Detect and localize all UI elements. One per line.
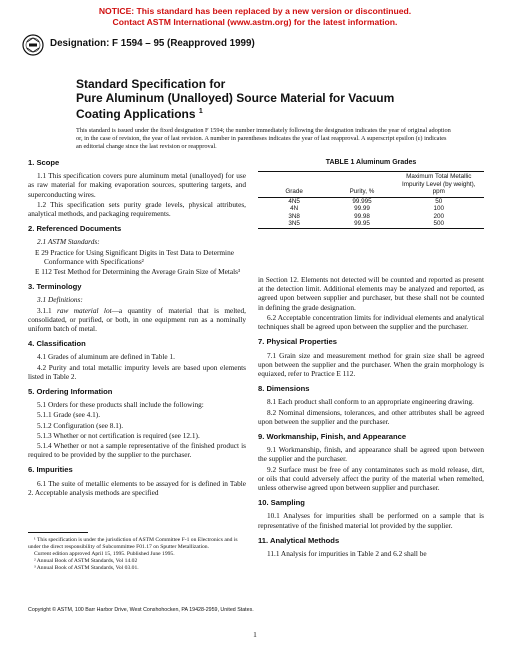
def-term: raw material lot bbox=[57, 305, 112, 315]
table-cell: 200 bbox=[433, 212, 445, 220]
para-6-1-continued: in Section 12. Elements not detected will be counted and reported as present at the detection limit. Additional elements may be analyzed and reported, as agreed upon between supplier and purchaser, but these shall not be counted in defining the grade designation. bbox=[258, 275, 484, 312]
table-cell: 99.95 bbox=[354, 220, 370, 228]
para-11-1: 11.1 Analysis for impurities in Table 2 and 6.2 shall be bbox=[267, 548, 427, 558]
para-5-1-2: 5.1.2 Configuration (see 8.1). bbox=[37, 420, 124, 430]
table-cell: 4N5 bbox=[288, 197, 300, 205]
section-ordering-title: 5. Ordering Information bbox=[28, 387, 113, 397]
table-cell: 100 bbox=[433, 205, 445, 213]
table-row bbox=[258, 205, 484, 213]
section-terminology-title: 3. Terminology bbox=[28, 282, 82, 292]
section-impurities-title: 6. Impurities bbox=[28, 465, 73, 475]
para-5-1-3: 5.1.3 Whether or not certification is required (see 12.1). bbox=[37, 430, 200, 440]
table-cell: 4N bbox=[290, 205, 299, 213]
intro-paragraph: This standard is issued under the fixed designation F 1594; the number immediately following the designation indicates the year of original adoption or, in the case of revision, the year of last revision. A number in parentheses indicates the year of last reapproval. A superscript epsilon (ε) indicates an editorial change since the last revision or reapproval. bbox=[76, 127, 451, 151]
para-3-1-1 bbox=[28, 306, 246, 334]
para-5-1: 5.1 Orders for these products shall include the following: bbox=[37, 400, 204, 410]
table-row bbox=[258, 220, 484, 228]
notice-line-2: Contact ASTM International (www.astm.org) for the latest information. bbox=[112, 17, 398, 27]
section-physical-title: 7. Physical Properties bbox=[258, 337, 337, 347]
ref-e29: E 29 Practice for Using Significant Digits in Test Data to Determine Conformance with Specifications² bbox=[35, 247, 234, 266]
table-cell: 3N5 bbox=[288, 220, 300, 228]
table-cell: 99.995 bbox=[352, 197, 372, 205]
section-dimensions-title: 8. Dimensions bbox=[258, 384, 310, 394]
table-cell: 99.99 bbox=[354, 205, 370, 213]
section-references-title: 2. Referenced Documents bbox=[28, 224, 122, 234]
footnote-1: ¹ This specification is under the jurisdiction of ASTM Committee F-1 on Electronics and is under the direct responsibility of Subcommittee F01.17 on Sputter Metallization. bbox=[28, 537, 238, 550]
table-header: Maximum Total Metallic Impurity Level (by weight), ppm bbox=[402, 173, 476, 196]
para-4-2: 4.2 Purity and total metallic impurity levels are based upon elements listed in Table 2. bbox=[28, 362, 246, 381]
para-9-1: 9.1 Workmanship, finish, and appearance shall be agreed upon between the supplier and the purchaser. bbox=[258, 445, 484, 464]
footnote-3: ³ Annual Book of ASTM Standards, Vol 03.01. bbox=[34, 565, 139, 571]
footnote-1b: Current edition approved April 15, 1995. Published June 1995. bbox=[34, 551, 175, 557]
table-row bbox=[258, 197, 484, 205]
table-cell: 99.98 bbox=[354, 212, 370, 220]
para-9-2: 9.2 Surface must be free of any contaminates such as mold release, dirt, or oils that could adversely affect the purity of the material when remelted, unless otherwise agreed upon between supplier and purchaser. bbox=[258, 464, 484, 492]
table-1-title: TABLE 1 Aluminum Grades bbox=[325, 159, 417, 166]
notice-line-1: NOTICE: This standard has been replaced by a new version or discontinued. bbox=[98, 6, 412, 16]
left-column bbox=[28, 158, 246, 498]
section-scope-title: 1. Scope bbox=[28, 158, 60, 167]
para-1-1: 1.1 This specification covers pure aluminum metal (unalloyed) for use as raw material for making evaporation sources, sputtering targets, and superconducting wires. bbox=[28, 171, 246, 199]
page-number: 1 bbox=[253, 630, 257, 639]
para-6-1: 6.1 The suite of metallic elements to be assayed for is defined in Table 2. Acceptable analysis methods are specified bbox=[28, 478, 246, 497]
section-analytical-title: 11. Analytical Methods bbox=[258, 535, 340, 545]
table-cell: 3N8 bbox=[288, 212, 300, 220]
ref-e112: E 112 Test Method for Determining the Average Grain Size of Metals³ bbox=[35, 267, 241, 277]
def-number: 3.1.1 bbox=[37, 305, 52, 315]
notice-banner bbox=[0, 6, 510, 28]
title-line-3 bbox=[76, 105, 456, 121]
footnote-2: ² Annual Book of ASTM Standards, Vol 14.02 bbox=[34, 558, 138, 564]
right-column bbox=[258, 158, 484, 559]
para-2-1: 2.1 ASTM Standards: bbox=[37, 237, 100, 247]
footnote-rule bbox=[28, 532, 88, 533]
astm-logo-icon bbox=[22, 34, 44, 56]
para-1-2: 1.2 This specification sets purity grade levels, physical attributes, analytical methods, and packaging requirements. bbox=[28, 199, 246, 219]
def-body: —a quantity of material that is melted, consolidated, or purified, or both, in one equipment run as a nominally uniform batch of metal. bbox=[28, 305, 247, 334]
section-workmanship-title: 9. Workmanship, Finish, and Appearance bbox=[258, 431, 407, 441]
table-header: Grade bbox=[285, 188, 303, 196]
designation: Designation: F 1594 – 95 (Reapproved 1999) bbox=[50, 38, 255, 49]
table-header-row bbox=[258, 172, 484, 198]
table-header: Purity, % bbox=[349, 188, 375, 196]
para-8-2: 8.2 Nominal dimensions, tolerances, and other attributes shall be agreed upon between the supplier and the purchaser. bbox=[258, 407, 484, 426]
footnotes bbox=[28, 537, 246, 572]
section-classification-title: 4. Classification bbox=[28, 339, 86, 349]
section-sampling-title: 10. Sampling bbox=[258, 498, 305, 508]
title-line-2: Pure Aluminum (Unalloyed) Source Material for Vacuum bbox=[76, 91, 395, 105]
copyright: Copyright © ASTM, 100 Barr Harbor Drive, West Conshohocken, PA 19428-2959, United States. bbox=[28, 607, 254, 613]
table-1 bbox=[258, 171, 484, 229]
para-8-1: 8.1 Each product shall conform to an appropriate engineering drawing. bbox=[267, 397, 474, 407]
table-cell: 500 bbox=[433, 220, 445, 228]
table-cell: 50 bbox=[435, 197, 443, 205]
para-5-1-1: 5.1.1 Grade (see 4.1). bbox=[37, 410, 101, 420]
title-line-3-text: Coating Applications bbox=[76, 107, 196, 121]
title-footnote-mark: 1 bbox=[198, 108, 203, 115]
para-3-1: 3.1 Definitions: bbox=[37, 295, 83, 305]
para-10-1: 10.1 Analyses for impurities shall be performed on a sample that is representative of the finished material lot provided by the supplier. bbox=[258, 511, 484, 530]
para-5-1-4: 5.1.4 Whether or not a sample representative of the finished product is required to be provided by the supplier to the purchaser. bbox=[28, 441, 246, 460]
document-title bbox=[76, 77, 456, 121]
para-6-2: 6.2 Acceptable concentration limits for individual elements and analytical techniques shall be agreed upon between the supplier and the purchaser. bbox=[258, 312, 484, 332]
para-7-1: 7.1 Grain size and measurement method for grain size shall be agreed upon between the supplier and the purchaser. When the grain morphology is equiaxed, refer to Practice E 112. bbox=[258, 350, 484, 378]
table-row bbox=[258, 213, 484, 221]
para-4-1: 4.1 Grades of aluminum are defined in Table 1. bbox=[37, 352, 175, 362]
title-line-1: Standard Specification for bbox=[76, 77, 226, 91]
table-spacer bbox=[258, 229, 484, 275]
